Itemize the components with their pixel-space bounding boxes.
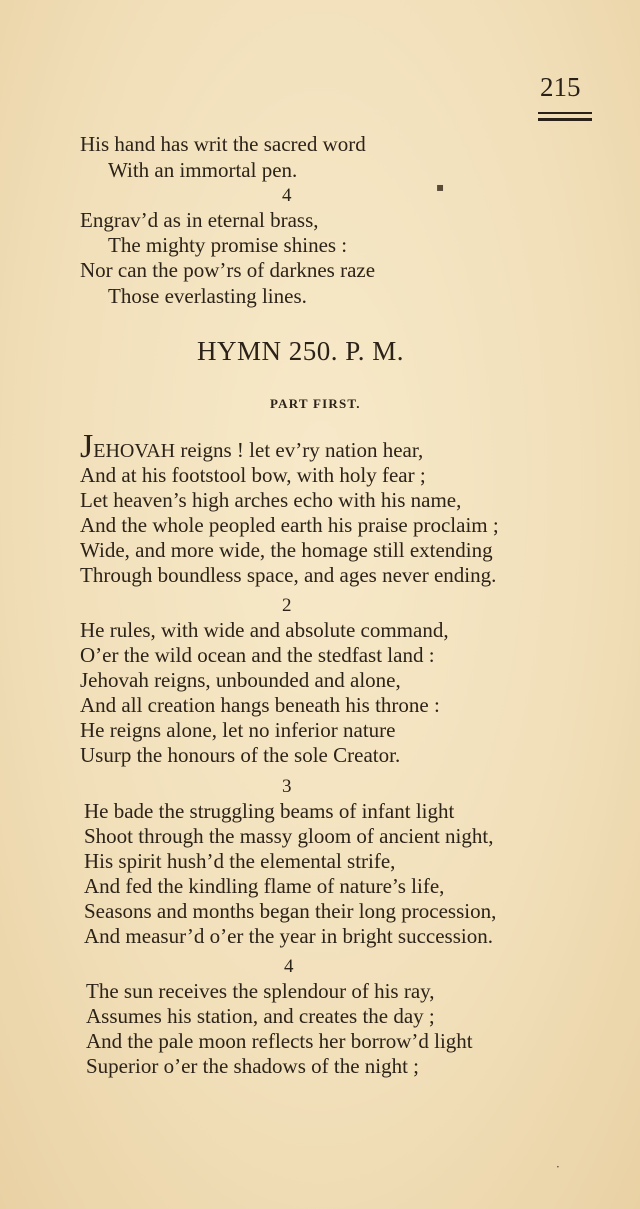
verse-line: And the whole peopled earth his praise proclaim ; [80,513,499,537]
verse-line: And at his footstool bow, with holy fear ; [80,463,426,487]
first-line-rest: reigns ! let ev’ry nation hear, [175,438,424,462]
header-rule-thick [538,118,592,121]
verse-line: Shoot through the massy gloom of ancient night, [84,824,494,848]
verse-line: And fed the kindling flame of nature’s life, [84,874,445,898]
stanza-number: 4 [282,185,292,206]
verse-line: Jehovah reigns, unbounded and alone, [80,668,401,692]
verse-line: Engrav’d as in eternal brass, [80,208,319,232]
part-heading: PART FIRST. [270,396,361,411]
ink-speck: · [556,1160,560,1174]
verse-line: The mighty promise shines : [108,233,348,257]
page-number: 215 [540,72,581,102]
verse-line: Assumes his station, and creates the day ; [86,1004,435,1028]
stanza-number: 4 [284,956,294,977]
verse-line: And measur’d o’er the year in bright succession. [84,924,493,948]
verse-line: His spirit hush’d the elemental strife, [84,849,396,873]
ink-speck: ▪ [436,180,445,194]
verse-line-first [80,430,423,464]
verse-line: Superior o’er the shadows of the night ; [86,1054,420,1078]
verse-line: And the pale moon reflects her borrow’d light [86,1029,473,1053]
verse-line: Nor can the pow’rs of darknes raze [80,258,376,282]
first-word: EHOVAH [93,440,176,462]
verse-line: He rules, with wide and absolute command, [80,618,449,642]
drop-cap: J [80,428,94,465]
verse-line: With an immortal pen. [108,158,298,182]
hymn-title: HYMN 250. P. M. [197,336,405,366]
verse-line: O’er the wild ocean and the stedfast land : [80,643,435,667]
verse-line: He reigns alone, let no inferior nature [80,718,396,742]
verse-line: Wide, and more wide, the homage still extending [80,538,493,562]
verse-line: The sun receives the splendour of his ray, [86,979,435,1003]
verse-line: Through boundless space, and ages never ending. [80,563,497,587]
verse-line: Those everlasting lines. [108,284,307,308]
verse-line: Seasons and months began their long procession, [84,899,497,923]
header-rule [538,112,592,114]
verse-line: He bade the struggling beams of infant light [84,799,455,823]
verse-line: Usurp the honours of the sole Creator. [80,743,401,767]
stanza-number: 3 [282,776,292,797]
verse-line: Let heaven’s high arches echo with his name, [80,488,462,512]
stanza-number: 2 [282,595,292,616]
verse-line: And all creation hangs beneath his throne : [80,693,440,717]
verse-line: His hand has writ the sacred word [80,132,366,156]
